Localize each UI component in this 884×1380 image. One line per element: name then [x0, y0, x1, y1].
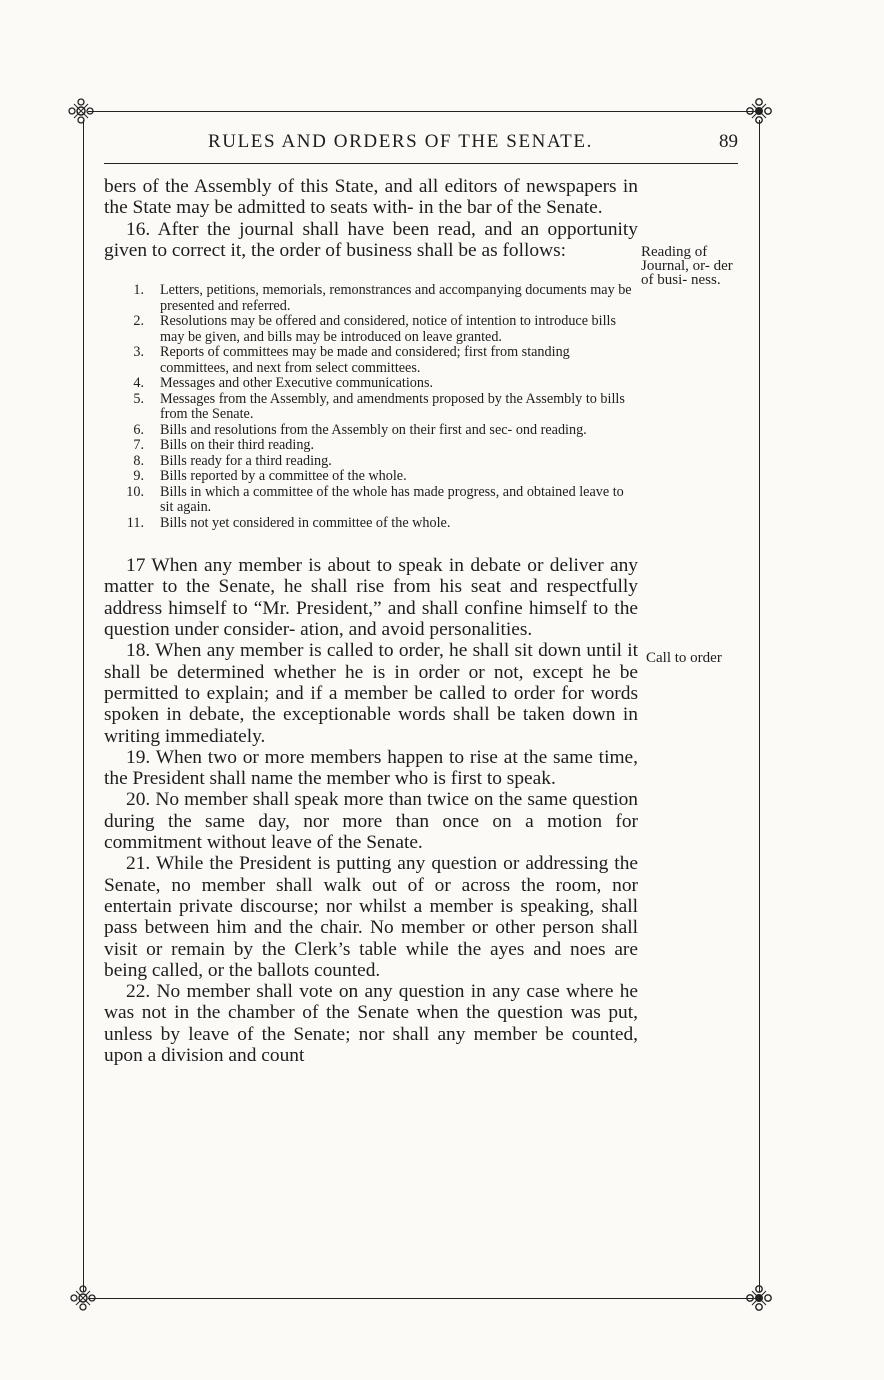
paragraph-17: 17 When any member is about to speak in debate or deliver any matter to the Senate, he shall rise from his seat and respectfully address himself to “Mr. President,” and shall confine himself to the question under consider- ation, and avoid personalities.: [104, 555, 638, 641]
list-item: 11. Bills not yet considered in committee of the whole.: [126, 514, 451, 531]
fleuron-ornament-icon: [742, 1281, 776, 1315]
list-item: 7. Bills on their third reading.: [133, 437, 315, 454]
list-item: 8. Bills ready for a third reading.: [133, 452, 332, 469]
list-item: 9. Bills reported by a committee of the whole.: [133, 468, 407, 485]
frame-bottom-rule: [88, 1298, 756, 1299]
order-of-business-list: [104, 283, 638, 531]
list-item: 6. Bills and resolutions from the Assembly on their first and sec- ond reading.: [133, 421, 587, 438]
sidenote-reading-of-journal: Reading of Journal, or- der of busi- ness.: [641, 244, 733, 288]
list-item: 10. Bills in which a committee of the whole has made progress, and obtained leave to sit again.: [126, 483, 624, 516]
paragraph-16: 16. After the journal shall have been read, and an opportunity given to correct it, the order of business shall be as follows:: [104, 218, 638, 261]
page-header: [104, 131, 738, 161]
paragraph-19: 19. When two or more members happen to rise at the same time, the President shall name the member who is first to speak.: [104, 746, 638, 790]
list-item: 2. Resolutions may be offered and considered, notice of intention to introduce bills may be given, and bills may be introduced on leave granted.: [133, 313, 616, 345]
sidenote-call-to-order: Call to order: [646, 650, 722, 666]
running-title: RULES AND ORDERS OF THE SENATE.: [208, 131, 593, 152]
list-item: 5. Messages from the Assembly, and amendments proposed by the Assembly to bills from the Senate.: [133, 390, 625, 423]
frame-top-rule: [88, 111, 756, 112]
frame-right-rule: [759, 120, 760, 1292]
main-text: [104, 176, 638, 1066]
list-item: 3. Reports of committees may be made and considered; first from standing committees, and next from select committees.: [133, 344, 570, 376]
header-rule: [104, 163, 738, 164]
page-number: 89: [719, 131, 738, 152]
frame-left-rule: [83, 120, 84, 1292]
paragraph-continued: bers of the Assembly of this State, and all editors of newspapers in the State may be admitted to seats with- in the bar of the Senate.: [104, 176, 638, 219]
paragraph-20: 20. No member shall speak more than twice on the same question during the same day, nor more than once on a motion for commitment without leave of the Senate.: [104, 789, 638, 854]
paragraph-21: 21. While the President is putting any question or addressing the Senate, no member shall walk out of or across the room, nor entertain private discourse; nor whilst a member is speaking, shall pass between him and the chair. No member or other person shall visit or remain by the Clerk’s table while the ayes and noes are being called, or the ballots counted.: [104, 853, 638, 981]
paragraph-22: 22. No member shall vote on any question in any case where he was not in the chamber of the Senate when the question was put, unless by leave of the Senate; nor shall any member be counted, upon a division and count: [104, 981, 638, 1067]
paragraph-18: 18. When any member is called to order, he shall sit down until it shall be determined whether he is in order or not, except he be permitted to explain; and if a member be called to order for words spoken in debate, the exceptionable words shall be taken down in writing immediately.: [104, 640, 638, 747]
fleuron-ornament-icon: [64, 94, 98, 128]
list-item: 4. Messages and other Executive communications.: [133, 375, 434, 392]
fleuron-ornament-icon: [66, 1281, 100, 1315]
fleuron-ornament-icon: [742, 94, 776, 128]
list-item: 1. Letters, petitions, memorials, remonstrances and accompanying documents may be presented and referred.: [133, 282, 632, 314]
